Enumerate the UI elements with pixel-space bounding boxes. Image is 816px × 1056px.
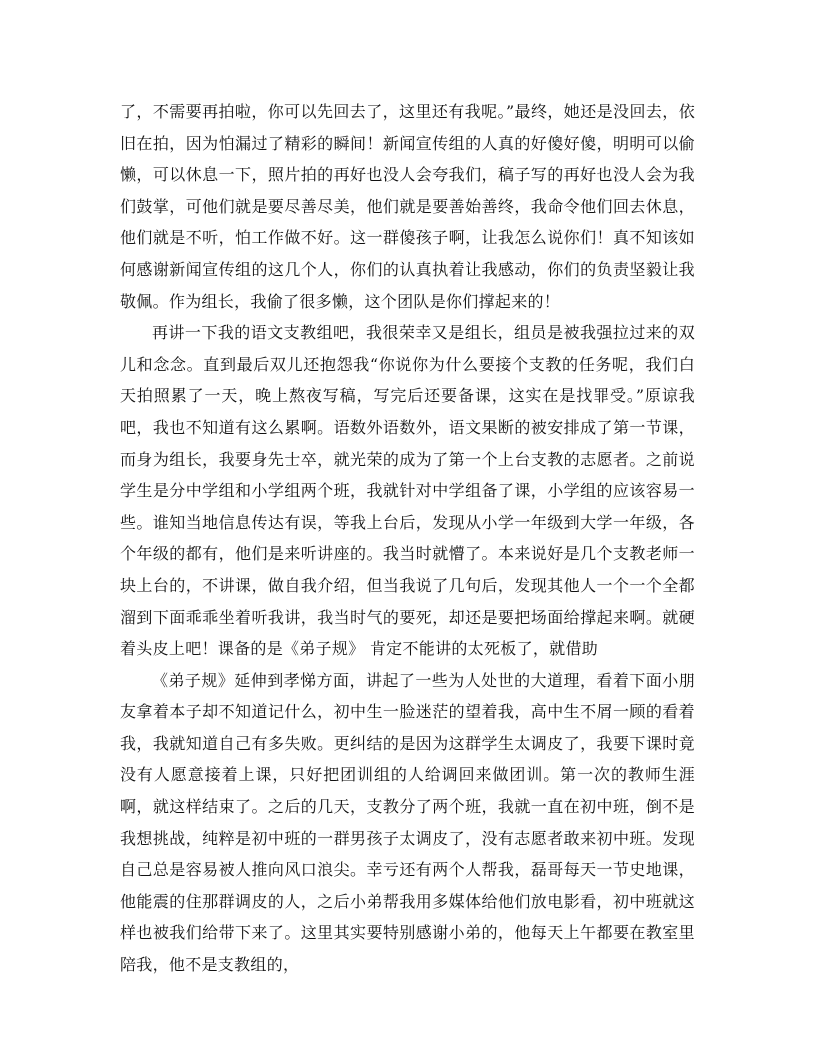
paragraph-3: 《弟子规》延伸到孝悌方面，讲起了一些为人处世的大道理，看着下面小朋友拿着本子却不知道记什么，初中生一脸迷茫的望着我，高中生不屑一顾的看着我，我就知道自己有多失败。更纠结的是因为这群学生太调皮了，我要下课时竟没有人愿意接着上课，只好把团训组的人给调回来做团训。第一次的教师生涯啊，就这样结束了。之后的几天，支教分了两个班，我就一直在初中班，倒不是我想挑战，纯粹是初中班的一群男孩子太调皮了，没有志愿者敢来初中班。发现自己总是容易被人推向风口浪尖。幸亏还有两个人帮我，磊哥每天一节史地课，他能震的住那群调皮的人，之后小弟帮我用多媒体给他们放电影看，初中班就这样也被我们给带下来了。这里其实要特别感谢小弟的，他每天上午都要在教室里陪我，他不是支教组的， — [120, 670, 695, 975]
paragraph-1: 了，不需要再拍啦，你可以先回去了，这里还有我呢。”最终，她还是没回去，依旧在拍，因为怕漏过了精彩的瞬间！新闻宣传组的人真的好傻好傻，明明可以偷懒，可以休息一下，照片拍的再好也没人会夸我们，稿子写的再好也没人会为我们鼓掌，可他们就是要尽善尽美，他们就是要善始善终，我命令他们回去休息，他们就是不听，怕工作做不好。这一群傻孩子啊，让我怎么说你们！真不知该如何感谢新闻宣传组的这几个人，你们的认真执着让我感动，你们的负责坚毅让我敬佩。作为组长，我偷了很多懒，这个团队是你们撑起来的！ — [120, 102, 695, 311]
paragraph-2: 再讲一下我的语文支教组吧，我很荣幸又是组长，组员是被我强拉过来的双儿和念念。直到最后双儿还抱怨我“你说你为什么要接个支教的任务呢，我们白天拍照累了一天，晚上熬夜写稿，写完后还要备课，这实在是找罪受。”原谅我吧，我也不知道有这么累啊。语数外语数外，语文果断的被安排成了第一节课，而身为组长，我要身先士卒，就光荣的成为了第一个上台支教的志愿者。之前说学生是分中学组和小学组两个班，我就针对中学组备了课，小学组的应该容易一些。谁知当地信息传达有误，等我上台后，发现从小学一年级到大学一年级，各个年级的都有，他们是来听讲座的。我当时就懵了。本来说好是几个支教老师一块上台的，不讲课，做自我介绍，但当我说了几句后，发现其他人一个一个全都溜到下面乖乖坐着听我讲，我当时气的要死，却还是要把场面给撑起来啊。就硬着头皮上吧！课备的是《弟子规》 肯定不能讲的太死板了，就借助 — [120, 323, 695, 659]
body-text — [120, 96, 695, 981]
